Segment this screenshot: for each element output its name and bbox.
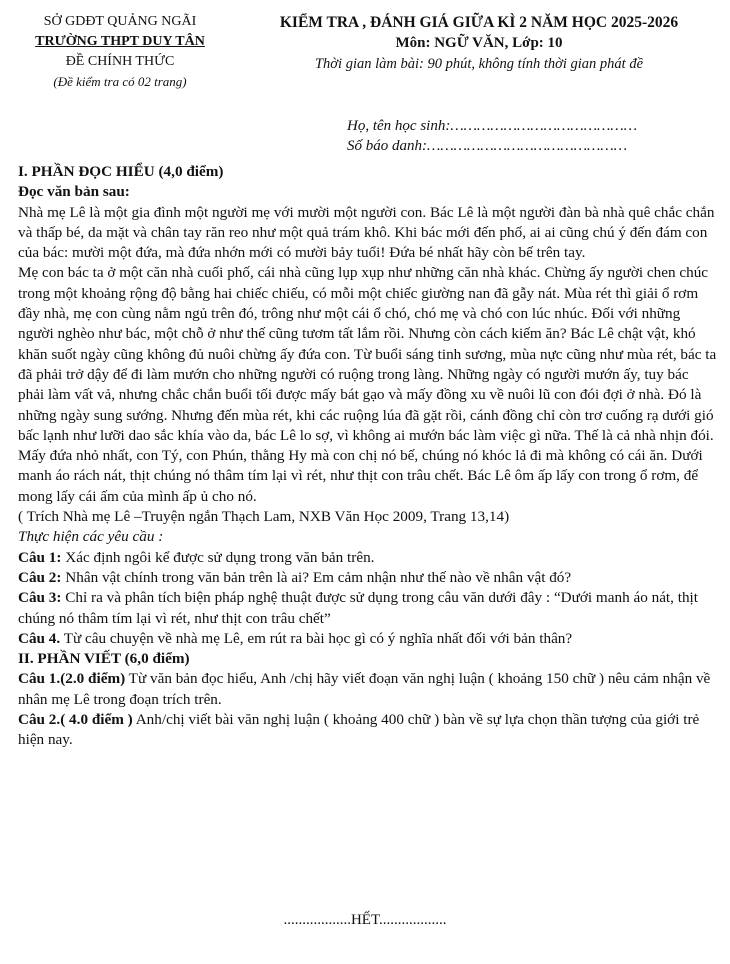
question-3-text: Chỉ ra và phân tích biện pháp nghệ thuật được sử dụng trong câu văn dưới đây : “Dưới manh áo nát, thịt chúng nó thâm tím lại vì rét, như thịt con trâu chết”: [18, 589, 699, 627]
question-4-label: Câu 4.: [18, 629, 61, 647]
official-label: ĐỀ CHÍNH THỨC: [65, 54, 175, 69]
question-2-text: Nhân vật chính trong văn bản trên là ai? Em cảm nhận như thế nào về nhân vật đó?: [61, 568, 572, 586]
writing-question-1-label: Câu 1.(2.0 điểm): [18, 670, 126, 688]
question-4: [18, 629, 718, 649]
question-3-label: Câu 3:: [18, 589, 62, 607]
exam-title: KIỂM TRA , ĐÁNH GIÁ GIỮA KÌ 2 NĂM HỌC 2025-2026: [279, 14, 679, 31]
subject-line: Môn: NGỮ VĂN, Lớp: 10: [395, 35, 563, 51]
student-info: [347, 116, 637, 156]
exam-header: [232, 12, 726, 75]
school-header: [10, 12, 230, 92]
exam-content: [18, 162, 718, 751]
question-2-label: Câu 2:: [18, 568, 62, 586]
student-id-line: Số báo danh:………………………………………: [347, 138, 628, 154]
reading-prompt: Đọc văn bản sau:: [18, 183, 130, 201]
question-1-text: Xác định ngôi kể được sử dụng trong văn bản trên.: [61, 548, 375, 566]
passage-paragraph-1: Nhà mẹ Lê là một gia đình một người mẹ với mười một người con. Bác Lê là một người đàn bà nhà quê chắc chắn và thấp bé, da mặt và chân tay răn reo như một quả trám khô. Khi bác mới đến phố, ai ai cũng chú ý đến đám con của bác: mười một đứa, mà đứa nhớn mới có mười bảy tuổi! Đứa bé nhất hãy còn bế trên tay.: [18, 203, 715, 262]
writing-question-2: [18, 710, 718, 751]
instruction-line: Thực hiện các yêu cầu :: [18, 528, 164, 546]
question-1: [18, 548, 718, 568]
question-3: [18, 588, 718, 629]
time-line: Thời gian làm bài: 90 phút, không tính thời gian phát đề: [314, 56, 644, 72]
passage-paragraph-2: Mẹ con bác ta ở một căn nhà cuối phố, cái nhà cũng lụp xụp như những căn nhà khác. Chừng ấy người chen chúc trong một khoảng rộng độ bằng hai chiếc chiếu, có mỗi một chiếc giường nan đã gẫy nát. Mùa rét thì giải ổ rơm đầy nhà, mẹ con cùng nằm ngủ trên đó, trông như một cái ổ chó, chó mẹ và chó con lúc nhúc. Đối với những người nghèo như bác, một chỗ ở như thế cũng tươm tất lắm rồi. Nhưng còn cách kiếm ăn? Bác Lê chật vật, khó khăn suốt ngày cũng không đủ nuôi chừng ấy đứa con. Từ buổi sáng tinh sương, mùa nực cũng như mùa rét, bác ta đã phải trở dậy để đi làm mướn cho những người có ruộng trong làng. Những ngày có người mướn ấy, tuy bác phải làm vất vả, nhưng chắc chắn buổi tối được mấy bát gạo và mấy đồng xu về nuôi lũ con đói đợi ở nhà. Đó là những ngày sung sướng. Nhưng đến mùa rét, khi các ruộng lúa đã gặt rồi, cánh đồng chỉ còn trơ cuống rạ dưới gió bấc lạnh như lưỡi dao sắc khía vào da, bác Lê lo sợ, vì không ai mướn bác làm việc gì nữa. Thế là cả nhà nhịn đói. Mấy đứa nhỏ nhất, con Tý, con Phún, thằng Hy mà con chị nó bế, chúng nó khóc lả đi mà không có cái ăn. Dưới manh áo rách nát, thịt chúng nó thâm tím lại vì rét, như thịt con trâu chết. Bác Lê ôm ấp lấy con trong ổ rơm, để mong lấy cái ấm của mình ấp ủ cho nó.: [18, 264, 717, 505]
question-4-text: Từ câu chuyện về nhà mẹ Lê, em rút ra bài học gì có ý nghĩa nhất đối với bản thân?: [60, 629, 573, 647]
end-marker: ..................HẾT..................: [283, 912, 447, 928]
writing-question-2-label: Câu 2.( 4.0 điểm ): [18, 711, 133, 729]
student-name-line: Họ, tên học sinh:……………………………………: [347, 118, 638, 134]
writing-question-1-text: Từ văn bản đọc hiểu, Anh /chị hãy viết đoạn văn nghị luận ( khoảng 150 chữ ) nêu cảm nhận về nhân mẹ Lê trong đoạn trích trên.: [18, 670, 711, 708]
passage-source: ( Trích Nhà mẹ Lê –Truyện ngắn Thạch Lam, NXB Văn Học 2009, Trang 13,14): [18, 508, 510, 526]
pages-note: (Đề kiểm tra có 02 trang): [53, 74, 187, 89]
writing-question-2-text: Anh/chị viết bài văn nghị luận ( khoảng 400 chữ ) bàn về sự lựa chọn thần tượng của giới trẻ hiện nay.: [18, 711, 700, 749]
department-name: SỞ GDĐT QUẢNG NGÃI: [43, 14, 197, 29]
question-2: [18, 568, 718, 588]
writing-question-1: [18, 669, 718, 710]
question-1-label: Câu 1:: [18, 548, 62, 566]
part1-title: I. PHẦN ĐỌC HIỂU (4,0 điểm): [18, 163, 224, 180]
part2-title: II. PHẦN VIẾT (6,0 điểm): [18, 650, 190, 668]
school-name: TRƯỜNG THPT DUY TÂN: [35, 34, 205, 49]
